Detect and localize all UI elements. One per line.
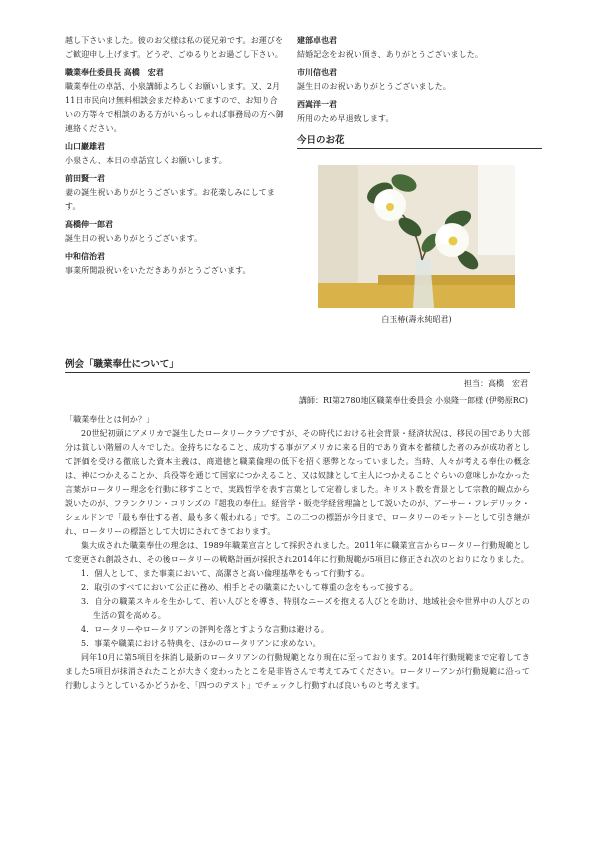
left-entry	[65, 66, 285, 136]
entry-text: 職業奉仕の卓話、小泉講師よろしくお願いします。又、2月11日市民向け無料相談会まだ枠あいてますので、お知り合いの方等々で相談のある方がいらっしゃれば事務局の方へ御連絡ください。	[65, 82, 284, 133]
entry-name: 高橋伸一郎君	[65, 220, 113, 229]
left-column	[65, 34, 285, 278]
entry-text: 妻の誕生祝いありがとうございます。お花楽しみにしてます。	[65, 188, 275, 211]
entry-name: 市川信也君	[297, 68, 337, 77]
right-entry	[297, 98, 532, 126]
entry-text: 誕生日のお祝いありがとうございました。	[297, 82, 451, 91]
list-item: 1．個人として、また事業において、高潔さと高い倫理基準をもって行動する。	[81, 569, 370, 578]
article-body	[65, 413, 530, 693]
entry-text: 誕生日の祝いありがとうございます。	[65, 234, 203, 243]
list-item: 5．事業や職業における特典を、ほかのロータリアンに求めない。	[81, 639, 321, 648]
paragraph: 同年10月に第5項目を抹消し最新のロータリアンの行動規範となり現在に至っております。2014年行動規範まで定着してきました5項目が抹消されたことが大きく変わったとこを是非皆さんで考えてみてください。ロータリーアンが行動規範に沿って行動しようとしているかどうかを、「四つのテスト」でチェックし行動すれば良いものと考えます。	[65, 653, 530, 690]
entry-text: 所用のため早退致します。	[297, 114, 394, 123]
entry-text: 結婚記念をお祝い頂き、ありがとうございました。	[297, 50, 483, 59]
left-entry	[65, 218, 285, 246]
question-line: 「職業奉仕とは何か？」	[65, 415, 155, 424]
list-item: 4．ロータリーやロータリアンの評判を落とすような言動は避ける。	[81, 625, 329, 634]
flower-caption: 白玉椿(壽永純昭君)	[381, 315, 452, 324]
paragraph: 集大成された職業奉仕の理念は、1989年職業宣言として採択されました。2011年に職業宣言からロータリー行動規範として変更され創設され、その後ロータリーの戦略計画が採択され2014年に行動規範が5項目に修正され次のとおりになりました。	[65, 541, 530, 564]
list-item: 3．自分の職業スキルを生かして、若い人びとを導き、特別なニーズを抱える人びとを助け、地域社会や世界中の人びとの生活の質を高める。	[81, 597, 530, 620]
entry-name: 建部卓也君	[297, 36, 337, 45]
list-item: 2．取引のすべてにおいて公正に務め、相手とその職業にたいして尊重の念をもって接する。	[81, 583, 418, 592]
speaker-line: 講師：RI第2780地区職業奉仕委員会 小泉隆一郎様 (伊勢原RC)	[298, 396, 528, 405]
left-entry	[65, 250, 285, 278]
entry-name: 西嵩洋一君	[297, 100, 337, 109]
section-heading: 例会「職業奉仕について」	[65, 356, 530, 373]
right-entry	[297, 66, 532, 94]
left-entry	[65, 172, 285, 214]
entry-name: 山口巖雄君	[65, 142, 105, 151]
entry-name: 職業奉仕委員長 高橋 宏君	[65, 68, 164, 77]
entry-name: 前田賢一君	[65, 174, 105, 183]
flower-heading: 今日のお花	[297, 132, 542, 149]
left-entry	[65, 140, 285, 168]
flower-photo	[318, 165, 515, 308]
entry-text: 小泉さん、本日の卓話宜しくお願いします。	[65, 156, 227, 165]
entry-text: 事業所開設祝いをいただきありがとうございます。	[65, 266, 251, 275]
camellia-illustration	[318, 165, 515, 308]
presenter-line: 担当：高橋 宏君	[464, 379, 528, 388]
paragraph: 20世紀初頭にアメリカで誕生したロータリークラブですが、その時代における社会背景・経済状況は、移民の国であり大部分は貧しい階層の人々でした。金持ちになること、成功する事がアメリカに来る目的であり資本を蓄積した者のみが成功者として評価を受ける徹底した資本主義は、商道徳と職業倫理の低下を招く悪弊となっていました。当時、人々が考える奉仕の概念は、神につかえることか、兵役等を通じて国家につかえること、又は奴隷として主人につかえることぐらいの意味しかなかった言葉がロータリー理念を行動に移すことで、実践哲学を表す言葉として定着しました。キリスト教を背景として宗教的観点から説いたのが、フランクリン・コリンズの『超我の奉仕』。経営学・販売学経営理論として説いたのが、アーサー・フレデリック・シェルドンで「最も奉仕する者、最も多く報われる」です。この二つの標語が今日まで、ロータリーのモットーとして引き継がれ、ロータリーの標語として大切にされてきております。	[65, 429, 530, 536]
right-column	[297, 34, 532, 149]
intro-text: 越し下さいました。彼のお父様は私の従兄弟です。お運びをご歓迎申し上げます。どうぞ、ごゆるりとお過ごし下さい。	[65, 36, 284, 59]
right-entry	[297, 34, 532, 62]
entry-name: 中和信治君	[65, 252, 105, 261]
